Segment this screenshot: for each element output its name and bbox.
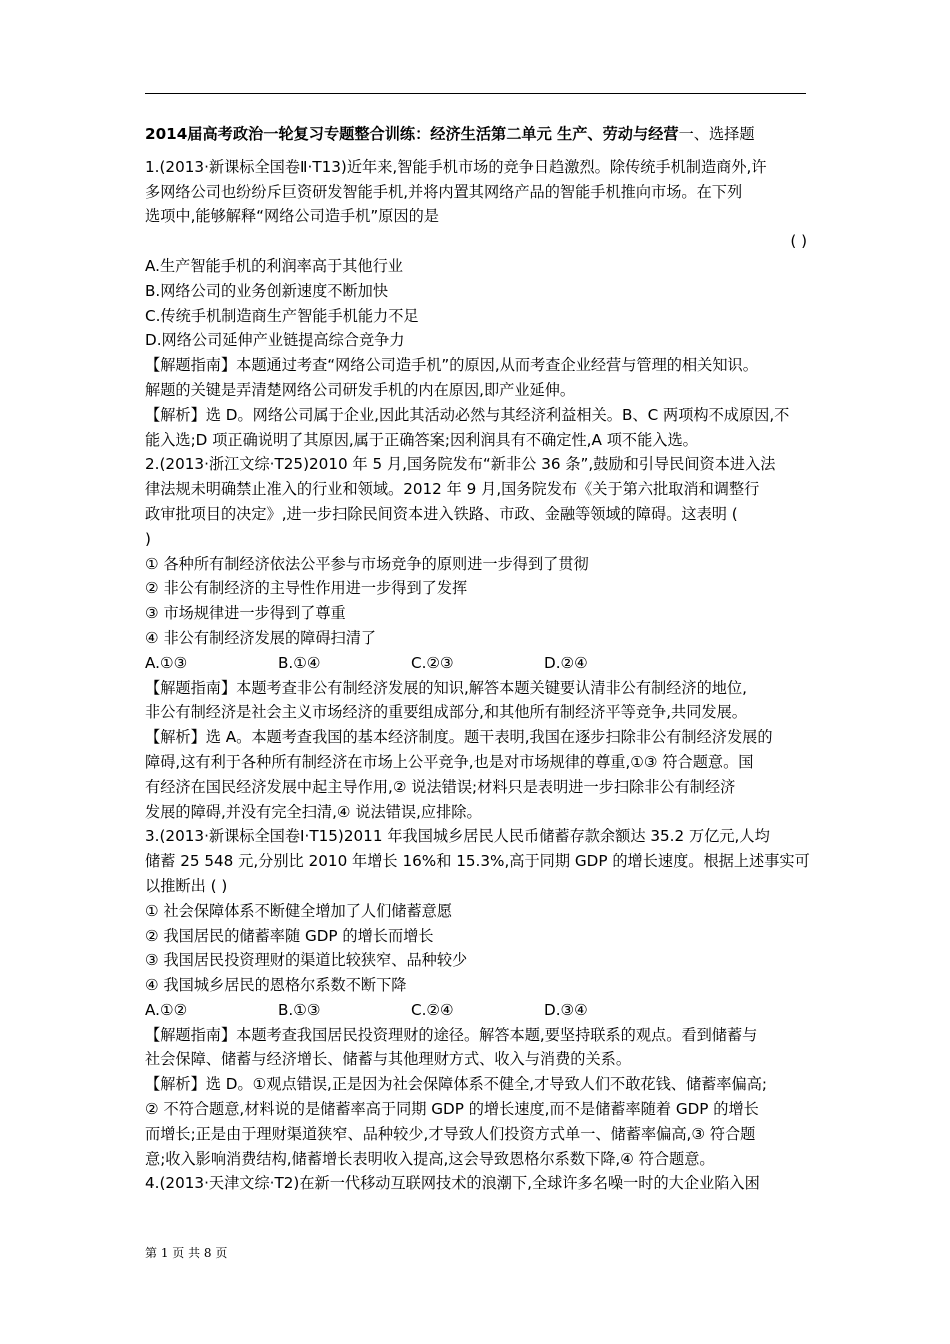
header-rule [145,93,806,94]
question-text-line: 1.(2013·新课标全国卷Ⅱ·T13)近年来,智能手机市场的竞争日趋激烈。除传统手机制造商外,许 [145,157,767,176]
title-bold: 2014届高考政治一轮复习专题整合训练：经济生活第二单元 生产、劳动与经营 [145,125,679,143]
statement-line: ③ 市场规律进一步得到了尊重 [145,604,346,623]
choice-a: A.①② [145,1000,188,1019]
option-line: D.网络公司延伸产业链提高综合竞争力 [145,331,405,350]
analysis-line: 能入选;D 项正确说明了其原因,属于正确答案;因利润具有不确定性,A 项不能入选。 [145,430,698,449]
statement-line: ③ 我国居民投资理财的渠道比较狭窄、品种较少 [145,951,468,970]
question-text-line: 4.(2013·天津文综·T2)在新一代移动互联网技术的浪潮下,全球许多名噪一时的大企业陷入困 [145,1174,760,1193]
choice-b: B.①④ [278,653,321,672]
title-section: 一、选择题 [678,125,755,143]
question-text-line: 3.(2013·新课标全国卷Ⅰ·T15)2011 年我国城乡居民人民币储蓄存款余额达 35.2 万亿元,人均 [145,827,770,846]
choice-b: B.①③ [278,1000,321,1019]
guide-line: 【解题指南】本题考查非公有制经济发展的知识,解答本题关键要认清非公有制经济的地位, [145,678,747,697]
option-line: A.生产智能手机的利润率高于其他行业 [145,256,403,275]
choices-row [145,998,815,1023]
guide-line: 非公有制经济是社会主义市场经济的重要组成部分,和其他所有制经济平等竞争,共同发展。 [145,703,747,722]
analysis-line: 【解析】选 D。网络公司属于企业,因此其活动必然与其经济利益相关。B、C 两项构不成原因,不 [145,405,790,424]
analysis-line: ② 不符合题意,材料说的是储蓄率高于同期 GDP 的增长速度,而不是储蓄率随着 GDP 的增长 [145,1100,759,1119]
statement-line: ① 各种所有制经济依法公平参与市场竞争的原则进一步得到了贯彻 [145,554,589,573]
statement-line: ④ 非公有制经济发展的障碍扫清了 [145,628,377,647]
choices-row [145,651,815,676]
choice-c: C.②④ [411,1000,454,1019]
choice-d: D.②④ [544,653,588,672]
question-text-line: 多网络公司也纷纷斥巨资研发智能手机,并将内置其网络产品的智能手机推向市场。在下列 [145,182,743,201]
analysis-line: 有经济在国民经济发展中起主导作用,② 说法错误;材料只是表明进一步扫除非公有制经济 [145,777,736,796]
question-4 [145,1171,815,1196]
analysis-line: 障碍,这有利于各种所有制经济在市场上公平竞争,也是对市场规律的尊重,①③ 符合题意。国 [145,752,754,771]
analysis-line: 意;收入影响消费结构,储蓄增长表明收入提高,这会导致恩格尔系数下降,④ 符合题意。 [145,1149,715,1168]
option-line: B.网络公司的业务创新速度不断加快 [145,281,389,300]
guide-line: 【解题指南】本题通过考查“网络公司造手机”的原因,从而考查企业经营与管理的相关知识。 [145,356,758,375]
choice-c: C.②③ [411,653,454,672]
document-title [145,122,815,147]
answer-bracket: ( ) [790,232,807,251]
statement-line: ④ 我国城乡居民的恩格尔系数不断下降 [145,976,407,995]
guide-line: 【解题指南】本题考查我国居民投资理财的途径。解答本题,要坚持联系的观点。看到储蓄与 [145,1025,758,1044]
choice-d: D.③④ [544,1000,588,1019]
analysis-line: 【解析】选 D。①观点错误,正是因为社会保障体系不健全,才导致人们不敢花钱、储蓄率偏高; [145,1075,768,1094]
question-1 [145,155,815,453]
question-2 [145,452,815,824]
guide-line: 解题的关键是弄清楚网络公司研发手机的内在原因,即产业延伸。 [145,380,576,399]
question-text-line: 2.(2013·浙江文综·T25)2010 年 5 月,国务院发布“新非公 36 条”,鼓励和引导民间资本进入法 [145,455,776,474]
analysis-line: 而增长;正是由于理财渠道狭窄、品种较少,才导致人们投资方式单一、储蓄率偏高,③ 符合题 [145,1124,756,1143]
choice-a: A.①③ [145,653,188,672]
statement-line: ② 非公有制经济的主导性作用进一步得到了发挥 [145,579,468,598]
question-text-line: 政审批项目的决定》,进一步扫除民间资本进入铁路、市政、金融等领域的障碍。这表明 ( [145,504,738,523]
analysis-line: 发展的障碍,并没有完全扫清,④ 说法错误,应排除。 [145,802,482,821]
question-text-line: 储蓄 25 548 元,分别比 2010 年增长 16%和 15.3%,高于同期 GDP 的增长速度。根据上述事实可 [145,852,810,871]
question-text-line: 律法规未明确禁止准入的行业和领域。2012 年 9 月,国务院发布《关于第六批取消和调整行 [145,480,760,499]
guide-line: 社会保障、储蓄与经济增长、储蓄与其他理财方式、收入与消费的关系。 [145,1050,631,1069]
statement-line: ② 我国居民的储蓄率随 GDP 的增长而增长 [145,926,434,945]
document-body [145,122,815,1196]
question-text-line: 选项中,能够解释“网络公司造手机”原因的是 [145,207,439,226]
question-text-line: 以推断出 ( ) [145,876,228,895]
question-text-line: ) [145,529,151,548]
page-footer: 第 1 页 共 8 页 [145,1246,228,1260]
analysis-line: 【解析】选 A。本题考查我国的基本经济制度。题干表明,我国在逐步扫除非公有制经济发展的 [145,728,773,747]
question-3 [145,824,815,1171]
statement-line: ① 社会保障体系不断健全增加了人们储蓄意愿 [145,901,453,920]
option-line: C.传统手机制造商生产智能手机能力不足 [145,306,419,325]
